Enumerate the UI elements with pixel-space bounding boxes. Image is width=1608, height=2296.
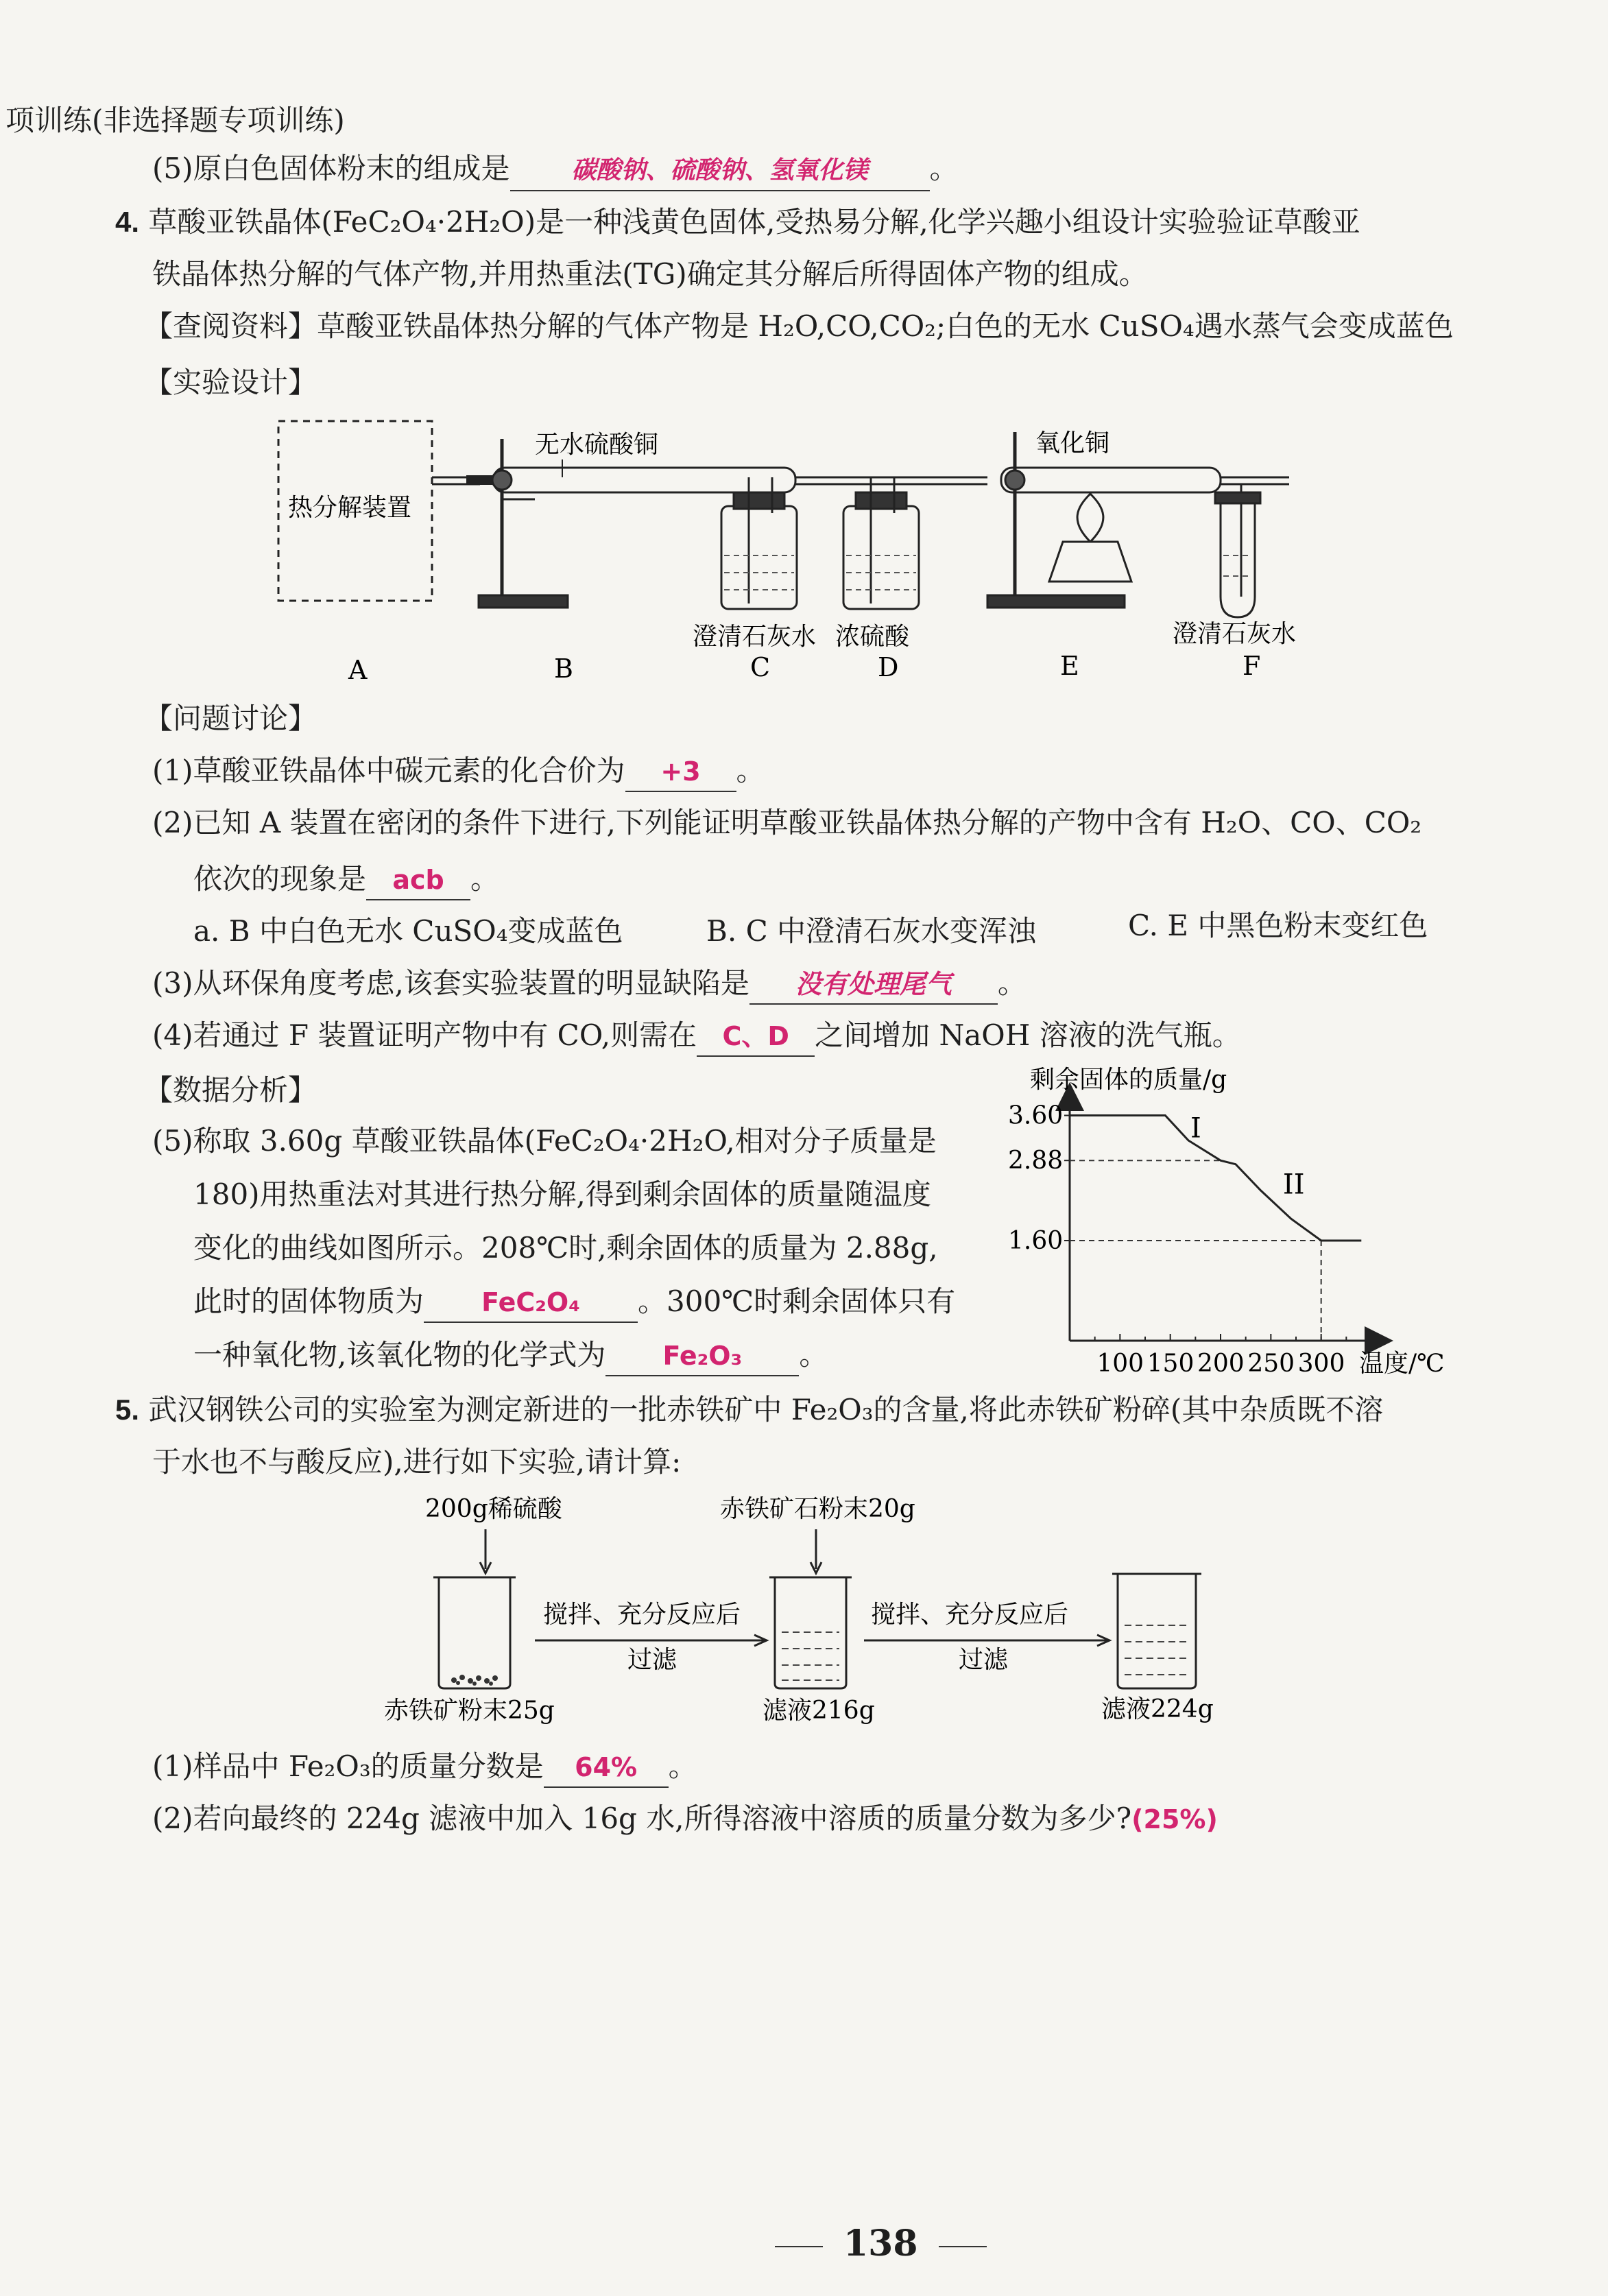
q4-part3-answer: 没有处理尾气 xyxy=(749,965,998,1005)
x-tick-label: 150 xyxy=(1147,1350,1195,1378)
q4-part4 xyxy=(152,1016,1241,1057)
q4-part4-end: 之间增加 NaOH 溶液的洗气瓶。 xyxy=(815,1018,1241,1052)
q4-part2-line1: (2)已知 A 装置在密闭的条件下进行,下列能证明草酸亚铁晶体热分解的产物中含有 H₂O、CO、CO₂ xyxy=(152,806,1422,839)
q4-part2-option-c: C. E 中黑色粉末变红色 xyxy=(1128,909,1428,942)
step1-top: 搅拌、充分反应后 xyxy=(543,1601,741,1629)
q4-part1-end: 。 xyxy=(736,754,765,787)
q5-text1: 武汉钢铁公司的实验室为测定新进的一批赤铁矿中 Fe₂O₃的含量,将此赤铁矿粉碎(其中杂质既不溶 xyxy=(148,1393,1384,1426)
letter-b: B xyxy=(554,654,573,684)
alcohol-burner xyxy=(1049,542,1131,582)
q4-part5-line5 xyxy=(193,1336,828,1376)
beaker-3 xyxy=(1118,1574,1196,1688)
letter-f: F xyxy=(1243,651,1261,681)
q5-part1-end: 。 xyxy=(668,1749,697,1783)
q4-info xyxy=(144,307,1454,346)
q4-part5-text5: 一种氧化物,该氧化物的化学式为 xyxy=(193,1338,606,1372)
step2-top: 搅拌、充分反应后 xyxy=(871,1601,1069,1629)
letter-e: E xyxy=(1060,651,1079,681)
q4-part1 xyxy=(152,752,765,792)
q5-part2 xyxy=(152,1799,1218,1839)
q5-part2-answer: (25%) xyxy=(1131,1804,1218,1834)
q3-part5-text: (5)原白色固体粉末的组成是 xyxy=(152,152,510,185)
q5-line2: 于水也不与酸反应),进行如下实验,请计算: xyxy=(152,1445,682,1479)
q4-number: 4. xyxy=(115,206,140,238)
discussion-bracket: 【问题讨论】 xyxy=(144,702,317,735)
x-tick-label: 250 xyxy=(1247,1350,1295,1378)
q4-intro-line1 xyxy=(115,203,1360,241)
y-axis-label: 剩余固体的质量/g xyxy=(1030,1066,1227,1094)
x-tick-label: 200 xyxy=(1197,1350,1245,1378)
annotation-i: I xyxy=(1190,1112,1201,1145)
q4-part2-text: 依次的现象是 xyxy=(193,862,367,896)
design-bracket: 【实验设计】 xyxy=(144,366,317,399)
q4-part5-answer2: Fe₂O₃ xyxy=(605,1337,799,1376)
apparatus-diagram xyxy=(261,411,1303,693)
q4-part3-end: 。 xyxy=(997,966,1027,1000)
info-text: 草酸亚铁晶体热分解的气体产物是 H₂O,CO,CO₂;白色的无水 CuSO₄遇水蒸气会变成蓝色 xyxy=(317,309,1454,343)
letter-c: C xyxy=(750,652,771,682)
q4-part3-text: (3)从环保角度考虑,该套实验装置的明显缺陷是 xyxy=(152,966,749,1000)
letter-a: A xyxy=(348,655,368,685)
q4-part5-answer1: FeC₂O₄ xyxy=(424,1283,638,1323)
x-tick-label: 100 xyxy=(1096,1350,1144,1378)
label-acid: 200g稀硫酸 xyxy=(425,1495,562,1523)
y-tick-label: 3.60 xyxy=(1008,1101,1064,1130)
test-tube-f xyxy=(1221,501,1255,617)
q4-part5-line1: (5)称取 3.60g 草酸亚铁晶体(FeC₂O₄·2H₂O,相对分子质量是 xyxy=(152,1124,937,1158)
q4-part5-line3: 变化的曲线如图所示。208℃时,剩余固体的质量为 2.88g, xyxy=(193,1231,938,1265)
q5-line1 xyxy=(115,1391,1383,1429)
q3-part5-end: 。 xyxy=(929,152,959,185)
q4-part3 xyxy=(152,964,1027,1005)
tube-e xyxy=(1001,468,1221,492)
beaker1-label: 赤铁矿粉末25g xyxy=(384,1697,555,1725)
q4-part1-text: (1)草酸亚铁晶体中碳元素的化合价为 xyxy=(152,754,625,787)
step2-bottom: 过滤 xyxy=(959,1646,1009,1674)
flow-diagram xyxy=(370,1488,1289,1735)
q5-part1 xyxy=(152,1747,697,1788)
step1-bottom: 过滤 xyxy=(627,1646,677,1674)
annotation-ii: II xyxy=(1282,1169,1305,1201)
beaker3-label: 滤液224g xyxy=(1101,1695,1214,1723)
y-tick-label: 2.88 xyxy=(1008,1147,1064,1175)
q4-intro-line2: 铁晶体热分解的气体产物,并用热重法(TG)确定其分解后所得固体产物的组成。 xyxy=(152,257,1148,291)
x-tick-label: 300 xyxy=(1297,1350,1345,1378)
beaker2-label: 滤液216g xyxy=(763,1697,875,1725)
tg-chart xyxy=(1001,1063,1467,1378)
section-header: 项训练(非选择题专项训练) xyxy=(5,104,345,137)
q3-part5-answer: 碳酸钠、硫酸钠、氢氧化镁 xyxy=(510,152,930,191)
x-axis-label: 温度/℃ xyxy=(1359,1350,1445,1378)
q4-part4-answer: C、D xyxy=(697,1017,815,1057)
q5-number: 5. xyxy=(115,1394,140,1426)
info-bracket: 【查阅资料】 xyxy=(144,309,317,343)
label-ore-add: 赤铁矿石粉末20g xyxy=(720,1495,915,1523)
analysis-bracket: 【数据分析】 xyxy=(144,1073,317,1107)
right-dash xyxy=(939,2246,987,2247)
tg-curve xyxy=(1070,1116,1361,1241)
label-cuo: 氧化铜 xyxy=(1035,429,1110,457)
q4-part2-answer: acb xyxy=(366,861,470,900)
y-tick-label: 1.60 xyxy=(1008,1227,1064,1255)
q4-part5-end5: 。 xyxy=(799,1338,828,1372)
q4-part1-answer: +3 xyxy=(625,752,736,792)
page-number: 138 xyxy=(843,2223,918,2264)
beaker-1 xyxy=(439,1577,510,1688)
q4-intro-text1: 草酸亚铁晶体(FeC₂O₄·2H₂O)是一种浅黄色固体,受热易分解,化学兴趣小组设计实验验证草酸亚 xyxy=(148,205,1360,239)
q4-part5-text4: 此时的固体物质为 xyxy=(193,1284,424,1318)
label-d: 浓硫酸 xyxy=(835,623,910,651)
q4-part5-line4 xyxy=(193,1282,955,1323)
label-c: 澄清石灰水 xyxy=(693,623,817,651)
q4-part2-option-b: B. C 中澄清石灰水变浑浊 xyxy=(706,914,1037,948)
tube-b xyxy=(494,468,795,492)
q4-part5-text4b: 。300℃时剩余固体只有 xyxy=(638,1284,956,1318)
label-f: 澄清石灰水 xyxy=(1173,620,1297,648)
q4-part2-line2 xyxy=(193,860,499,900)
bottle-d xyxy=(843,506,919,609)
box-label: 热分解装置 xyxy=(288,494,412,522)
q4-part4-text: (4)若通过 F 装置证明产物中有 CO,则需在 xyxy=(152,1018,697,1052)
label-cuso4: 无水硫酸铜 xyxy=(535,431,659,459)
q3-part5 xyxy=(152,150,959,191)
q5-part1-answer: 64% xyxy=(544,1748,669,1788)
left-dash xyxy=(775,2246,823,2247)
letter-d: D xyxy=(878,652,899,682)
bottle-c xyxy=(721,506,797,609)
q5-part2-text: (2)若向最终的 224g 滤液中加入 16g 水,所得溶液中溶质的质量分数为多少? xyxy=(152,1802,1132,1835)
q4-part2-end: 。 xyxy=(470,862,500,896)
q4-part5-line2: 180)用热重法对其进行热分解,得到剩余固体的质量随温度 xyxy=(193,1177,931,1211)
page-number-block xyxy=(754,2222,1007,2266)
q5-part1-text: (1)样品中 Fe₂O₃的质量分数是 xyxy=(152,1749,544,1783)
q4-part2-option-a: a. B 中白色无水 CuSO₄变成蓝色 xyxy=(193,914,623,948)
